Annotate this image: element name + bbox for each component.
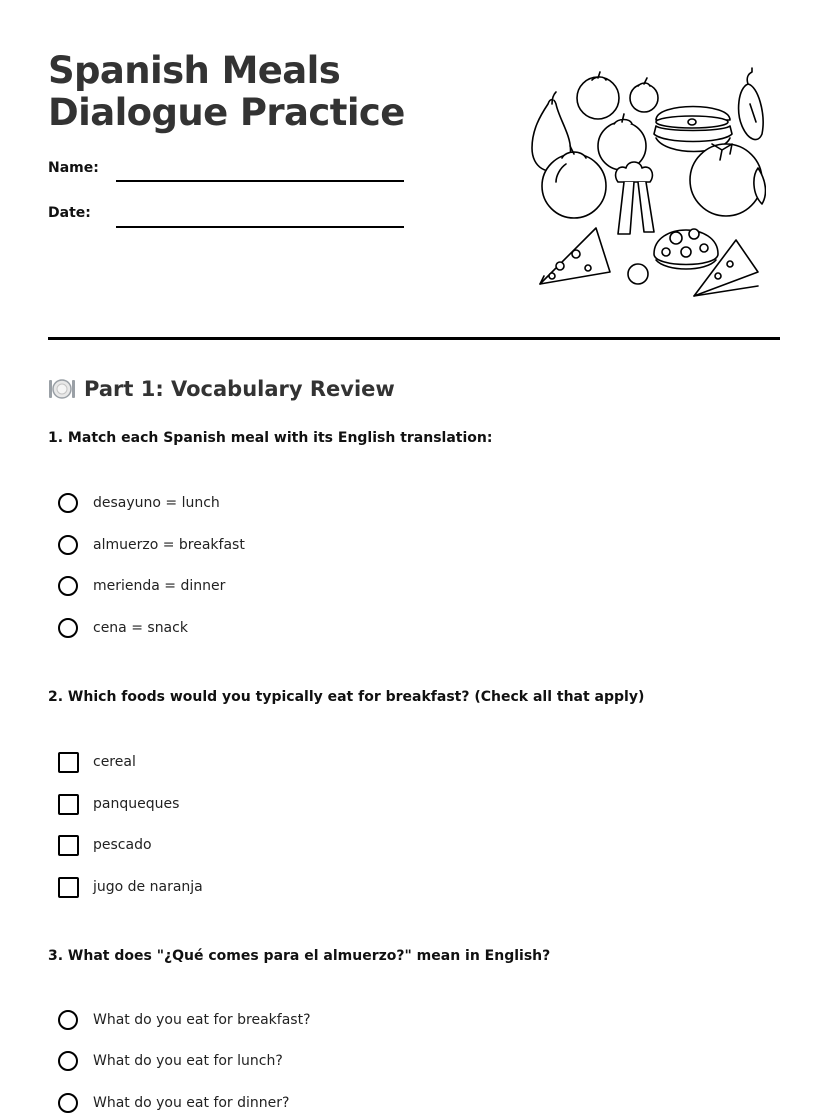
- page-title: Spanish Meals Dialogue Practice: [48, 49, 405, 134]
- checkbox[interactable]: [58, 752, 79, 773]
- option-label: pescado: [93, 837, 152, 853]
- checkbox[interactable]: [58, 794, 79, 815]
- q3-option-3[interactable]: [58, 1090, 289, 1116]
- date-field[interactable]: [116, 226, 404, 228]
- option-label: almuerzo = breakfast: [93, 537, 245, 553]
- option-label: cena = snack: [93, 620, 188, 636]
- plate-icon: [48, 377, 76, 401]
- radio-button[interactable]: [58, 1093, 78, 1113]
- name-label: Name:: [48, 160, 99, 176]
- radio-button[interactable]: [58, 493, 78, 513]
- question-3: 3. What does "¿Qué comes para el almuerzo?" mean in English?: [48, 948, 551, 964]
- worksheet-page: [48, 0, 780, 1118]
- section-divider: [48, 337, 780, 340]
- q3-option-2[interactable]: [58, 1048, 283, 1074]
- radio-button[interactable]: [58, 535, 78, 555]
- checkbox[interactable]: [58, 877, 79, 898]
- radio-button[interactable]: [58, 1051, 78, 1071]
- option-label: What do you eat for breakfast?: [93, 1012, 311, 1028]
- q2-option-1[interactable]: [58, 749, 136, 775]
- option-label: What do you eat for lunch?: [93, 1053, 283, 1069]
- q1-option-2[interactable]: [58, 532, 245, 558]
- q2-option-2[interactable]: [58, 791, 179, 817]
- q1-option-3[interactable]: [58, 573, 225, 599]
- date-label: Date:: [48, 205, 91, 221]
- option-label: desayuno = lunch: [93, 495, 220, 511]
- question-1: 1. Match each Spanish meal with its English translation:: [48, 430, 493, 446]
- q2-option-4[interactable]: [58, 874, 203, 900]
- checkbox[interactable]: [58, 835, 79, 856]
- option-label: What do you eat for dinner?: [93, 1095, 290, 1111]
- part1-heading-text: Part 1: Vocabulary Review: [84, 377, 395, 401]
- radio-button[interactable]: [58, 1010, 78, 1030]
- option-label: cereal: [93, 754, 136, 770]
- name-field[interactable]: [116, 180, 404, 182]
- q1-option-1[interactable]: [58, 490, 220, 516]
- option-label: panqueques: [93, 796, 180, 812]
- radio-button[interactable]: [58, 576, 78, 596]
- radio-button[interactable]: [58, 618, 78, 638]
- food-illustration-icon: [526, 64, 766, 300]
- q1-option-4[interactable]: [58, 615, 188, 641]
- option-label: merienda = dinner: [93, 578, 226, 594]
- option-label: jugo de naranja: [93, 879, 203, 895]
- part1-heading: [48, 374, 395, 404]
- q2-option-3[interactable]: [58, 832, 152, 858]
- question-2: 2. Which foods would you typically eat for breakfast? (Check all that apply): [48, 689, 645, 705]
- q3-option-1[interactable]: [58, 1007, 311, 1033]
